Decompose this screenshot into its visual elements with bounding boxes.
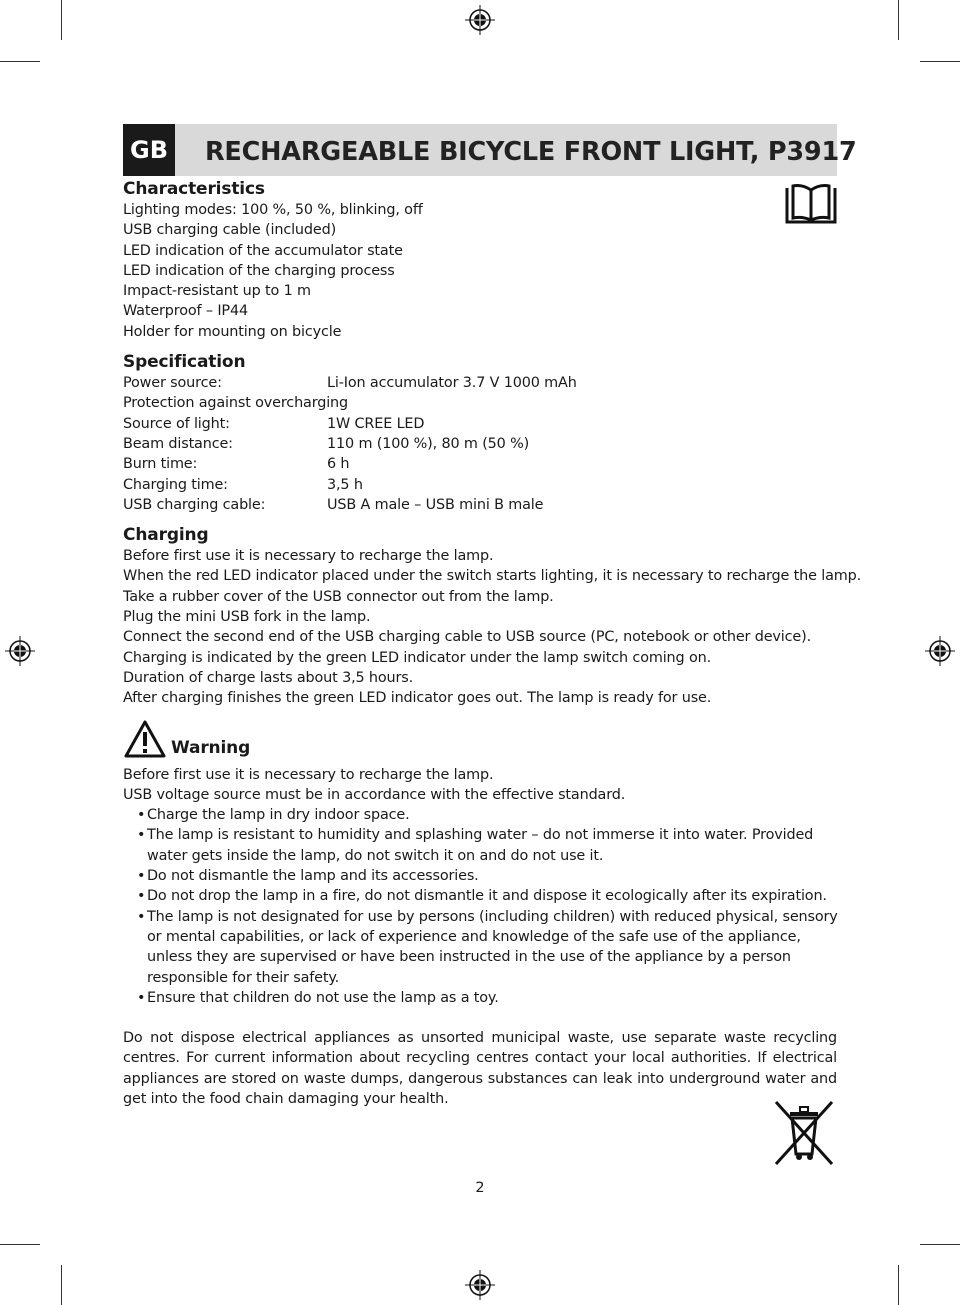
registration-mark-icon: [465, 5, 495, 35]
warning-bullet-list: [123, 805, 843, 1008]
crop-mark: [920, 61, 960, 62]
spec-label: Charging time:: [123, 476, 228, 493]
disposal-paragraph: Do not dispose electrical appliances as unsorted municipal waste, use separate waste recycling centres. For current information about recycling centres contact your local authorities. If electrical appliances are stored on waste dumps, dangerous substances can leak into underground water and get into the food chain damaging your health.: [123, 1030, 837, 1107]
registration-mark-icon: [925, 636, 955, 666]
characteristics-list: [123, 200, 843, 342]
instruction-line: Connect the second end of the USB charging cable to USB source (PC, notebook or other device).: [123, 629, 811, 646]
instruction-line: When the red LED indicator placed under the switch starts lighting, it is necessary to recharge the lamp.: [123, 568, 862, 585]
list-item: USB charging cable (included): [123, 222, 337, 239]
spec-row: [123, 373, 843, 393]
instruction-line: Plug the mini USB fork in the lamp.: [123, 609, 371, 626]
language-badge: GB: [123, 124, 175, 176]
spec-row: [123, 434, 843, 454]
crop-mark: [898, 1265, 899, 1305]
warning-heading: [123, 719, 843, 765]
spec-label: Beam distance:: [123, 435, 233, 452]
spec-value: Li-Ion accumulator 3.7 V 1000 mAh: [327, 375, 577, 392]
crop-mark: [0, 1244, 40, 1245]
crop-mark: [61, 1265, 62, 1305]
specification-table: [123, 373, 843, 515]
list-item: Lighting modes: 100 %, 50 %, blinking, off: [123, 202, 423, 218]
list-item: Waterproof – IP44: [123, 303, 248, 320]
bullet-item: • Charge the lamp in dry indoor space.: [123, 805, 843, 825]
spec-label: USB charging cable:: [123, 496, 266, 513]
registration-mark-icon: [5, 636, 35, 666]
instruction-line: After charging finishes the green LED indicator goes out. The lamp is ready for use.: [123, 690, 712, 707]
spec-label: Burn time:: [123, 456, 198, 473]
main-content: [123, 178, 862, 1109]
bullet-item: • Do not drop the lamp in a fire, do not dismantle it and dispose it ecologically after its expiration.: [123, 886, 843, 906]
list-item: Holder for mounting on bicycle: [123, 323, 342, 340]
bullet-item: • Ensure that children do not use the lamp as a toy.: [123, 988, 843, 1008]
page-title: RECHARGEABLE BICYCLE FRONT LIGHT, P3917: [205, 137, 857, 167]
spec-row: [123, 454, 843, 474]
warning-triangle-icon: [123, 719, 167, 759]
list-item: LED indication of the accumulator state: [123, 242, 403, 259]
spec-value: 1W CREE LED: [327, 415, 425, 432]
bullet-item: • The lamp is not designated for use by persons (including children) with reduced physical, sensory or mental capabilities, or lack of experience and knowledge of the safe use of the appliance, unless they are supervised or have been instructed in the use of the appliance by a person responsible for their safety.: [123, 907, 843, 988]
warning-line: Before first use it is necessary to recharge the lamp.: [123, 766, 494, 783]
crossed-out-bin-icon: [772, 1098, 836, 1168]
spec-label: Source of light:: [123, 415, 230, 432]
instruction-line: Duration of charge lasts about 3,5 hours.: [123, 669, 414, 686]
instruction-line: Take a rubber cover of the USB connector out from the lamp.: [123, 588, 554, 605]
crop-mark: [61, 0, 62, 40]
section-title-characteristics: Characteristics: [123, 179, 265, 199]
spec-value: 6 h: [327, 456, 350, 473]
spec-value: 3,5 h: [327, 476, 363, 493]
page-number: 2: [475, 1180, 485, 1196]
crop-mark: [920, 1244, 960, 1245]
crop-mark: [0, 61, 40, 62]
registration-mark-icon: [465, 1270, 495, 1300]
spec-row: [123, 414, 843, 434]
spec-label: Protection against overcharging: [123, 395, 349, 412]
instruction-line: Charging is indicated by the green LED indicator under the lamp switch coming on.: [123, 649, 711, 666]
title-band: [123, 124, 857, 176]
list-item: Impact-resistant up to 1 m: [123, 283, 311, 300]
bullet-item: • Do not dismantle the lamp and its accessories.: [123, 866, 843, 886]
spec-row: [123, 393, 843, 413]
section-title-specification: Specification: [123, 352, 246, 373]
spec-row: [123, 475, 843, 495]
spec-label: Power source:: [123, 375, 222, 392]
spec-value: 110 m (100 %), 80 m (50 %): [327, 435, 530, 452]
warning-intro: [123, 765, 843, 806]
spec-value: USB A male – USB mini B male: [327, 496, 544, 513]
charging-instructions: [123, 546, 862, 708]
spec-row: [123, 495, 843, 515]
crop-mark: [898, 0, 899, 40]
instruction-line: Before first use it is necessary to recharge the lamp.: [123, 548, 494, 565]
warning-line: USB voltage source must be in accordance with the effective standard.: [123, 786, 626, 803]
section-title-warning: Warning: [171, 737, 251, 758]
section-title-charging: Charging: [123, 525, 209, 546]
bullet-item: • The lamp is resistant to humidity and splashing water – do not immerse it into water. Provided water gets inside the lamp, do not switch it on and do not use it.: [123, 825, 843, 866]
list-item: LED indication of the charging process: [123, 262, 395, 279]
